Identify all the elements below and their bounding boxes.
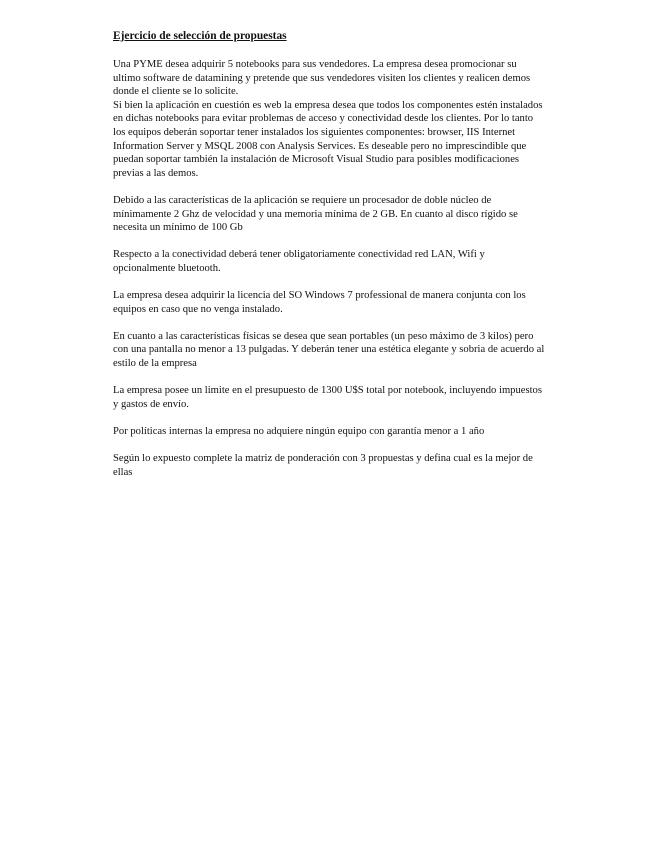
paragraph-connectivity: Respecto a la conectividad deberá tener obligatoriamente conectividad red LAN, Wifi y opcionalmente bluetooth. (113, 249, 485, 274)
paragraph-warranty: Por políticas internas la empresa no adquiere ningún equipo con garantía menor a 1 año (113, 426, 485, 438)
document-body (113, 28, 545, 493)
paragraph-budget: La empresa posee un limite en el presupuesto de 1300 U$S total por notebook, incluyendo impuestos y gastos de envío. (113, 385, 542, 410)
paragraph-instructions: Según lo expuesto complete la matriz de ponderación con 3 propuestas y defina cual es la mejor de ellas (113, 453, 533, 478)
paragraph-intro: Una PYME desea adquirir 5 notebooks para sus vendedores. La empresa desea promocionar su ultimo software de datamining y pretende que sus vendedores visiten los clientes y realicen demos donde el cliente se lo solicite. (113, 59, 531, 98)
paragraph-license: La empresa desea adquirir la licencia del SO Windows 7 professional de manera conjunta con los equipos en caso que no venga instalado. (113, 290, 526, 315)
paragraph-physical: En cuanto a las características físicas se desea que sean portables (un peso máximo de 3 kilos) pero con una pantalla no menor a 13 pulgadas. Y deberán tener una estética elegante y sobria de acuerdo al estilo de la empresa (113, 330, 545, 370)
document-title: Ejercicio de selección de propuestas (113, 30, 287, 42)
paragraph-hardware: Debido a las características de la aplicación se requiere un procesador de doble núcleo de mínimamente 2 Ghz de velocidad y una memoria mínima de 2 GB. En cuanto al disco rígido se necesita un mínimo de 100 Gb (113, 194, 518, 234)
paragraph-components: Si bien la aplicación en cuestión es web la empresa desea que todos los componentes estén instalados en dichas notebooks para evitar problemas de acceso y conectividad desde los clientes. Por lo tanto los equipos deberán soportar tener instalados los siguientes componentes: browser, IIS Internet Information Server y MSQL 2008 con Analysis Services. Es deseable pero no imprescindible que puedan soportar también la instalación de Microsoft Visual Studio para posibles modificaciones previas a las demos. (113, 99, 543, 179)
